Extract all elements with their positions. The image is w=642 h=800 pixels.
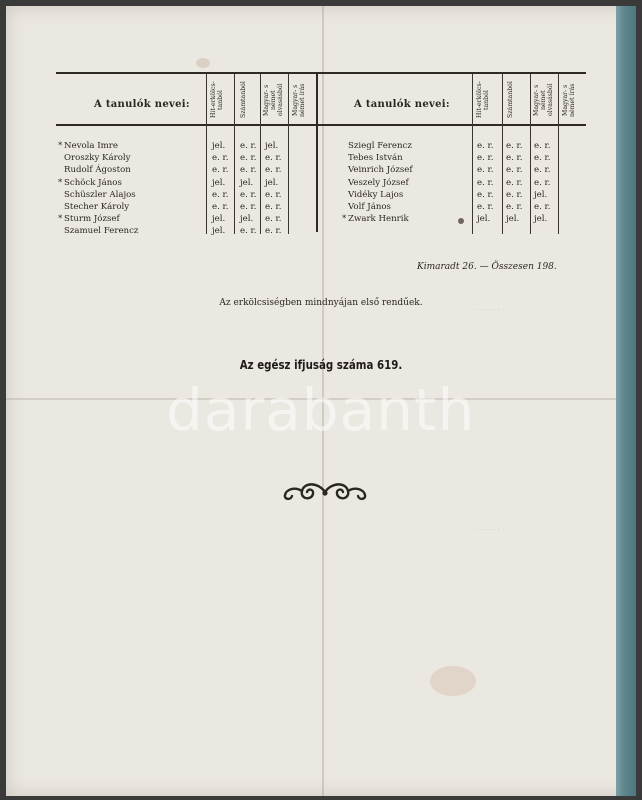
student-name: Schöck János: [64, 177, 122, 188]
table-top-rule: [56, 72, 586, 74]
grade-reading: e. r.: [265, 153, 282, 164]
grade-arithmetic: e. r.: [506, 165, 523, 176]
student-name: Sturm József: [64, 214, 120, 225]
grade-arithmetic: e. r.: [240, 153, 257, 164]
student-name: Rudolf Ágoston: [64, 165, 131, 176]
grade-arithmetic: jel.: [240, 214, 254, 225]
grade-reading: e. r.: [265, 226, 282, 237]
grade-faith: jel.: [212, 141, 226, 151]
grade-reading: jel.: [534, 214, 548, 225]
student-name: Veinrich József: [348, 165, 413, 176]
grade-faith: e. r.: [477, 153, 494, 164]
total-students: Az egész ifjuság száma 619.: [239, 357, 403, 372]
student-name: Szamuel Ferencz: [64, 226, 139, 237]
grade-reading: jel.: [534, 189, 548, 200]
grade-arithmetic: jel.: [240, 177, 254, 188]
table-row: [6, 141, 606, 153]
grade-faith: e. r.: [477, 165, 494, 176]
grade-reading: e. r.: [534, 141, 551, 151]
header-names-right: A tanulók nevei:: [354, 99, 450, 110]
student-name: Nevola Imre: [64, 141, 118, 151]
grade-arithmetic: e. r.: [506, 141, 523, 151]
grade-faith: jel.: [212, 214, 226, 225]
grade-reading: e. r.: [265, 202, 282, 212]
bleed-through-text: · · · · · · ·: [476, 526, 505, 534]
grade-arithmetic: e. r.: [240, 226, 257, 237]
header-names-left: A tanulók nevei:: [94, 99, 190, 110]
marker-asterisk: *: [58, 214, 63, 225]
student-name: Vidéky Lajos: [348, 189, 404, 200]
table-row: [6, 214, 606, 226]
column-header-faith: Hit-erkölcs- tanból: [476, 81, 490, 119]
grade-reading: e. r.: [265, 189, 282, 200]
column-header-reading: Magyar- s német olvasásból: [533, 83, 554, 117]
grade-reading: e. r.: [534, 153, 551, 164]
marker-asterisk: *: [58, 141, 63, 151]
marker-asterisk: *: [58, 177, 63, 188]
grade-reading: e. r.: [534, 202, 551, 212]
watermark: darabanth: [166, 376, 476, 444]
grade-reading: e. r.: [534, 177, 551, 188]
column-header-arithmetic: Számtanból: [240, 81, 247, 119]
grade-faith: e. r.: [477, 189, 494, 200]
marker-asterisk: *: [342, 214, 347, 225]
bleed-through-text: · · · · · · ·: [476, 306, 505, 314]
grade-faith: e. r.: [212, 153, 229, 164]
grade-arithmetic: e. r.: [240, 202, 257, 212]
table-row: [6, 165, 606, 177]
conduct-note: Az erkölcsiségben mindnyájan első rendűek.: [219, 298, 423, 308]
grade-arithmetic: e. r.: [240, 165, 257, 176]
document-page: [6, 6, 636, 796]
grade-faith: e. r.: [212, 202, 229, 212]
grade-reading: jel.: [265, 141, 279, 151]
grade-faith: jel.: [212, 226, 226, 237]
student-name: Schüszler Alajos: [64, 189, 136, 200]
student-name: Stecher Károly: [64, 202, 130, 212]
grade-faith: jel.: [477, 214, 491, 225]
grade-faith: e. r.: [477, 177, 494, 188]
grade-reading: e. r.: [534, 165, 551, 176]
grade-reading: e. r.: [265, 165, 282, 176]
grade-arithmetic: e. r.: [506, 189, 523, 200]
column-header-writing: Magyar- s német írás: [562, 83, 576, 117]
grade-reading: e. r.: [265, 214, 282, 225]
student-name: Tebes István: [348, 153, 403, 164]
grade-arithmetic: e. r.: [506, 202, 523, 212]
table-row: [6, 190, 606, 202]
grade-arithmetic: e. r.: [506, 177, 523, 188]
student-name: Zwark Henrik: [348, 214, 409, 225]
grade-arithmetic: jel.: [506, 214, 520, 225]
student-name: Veszely József: [348, 177, 409, 188]
grade-faith: e. r.: [212, 165, 229, 176]
scroll-ornament-icon: [280, 478, 370, 506]
grade-arithmetic: e. r.: [240, 141, 257, 151]
grade-arithmetic: e. r.: [240, 189, 257, 200]
student-name: Oroszky Károly: [64, 153, 131, 164]
grade-faith: e. r.: [477, 202, 494, 212]
paper-stain: [196, 58, 210, 68]
table-header-rule: [56, 124, 586, 126]
grade-faith: e. r.: [477, 141, 494, 151]
table-row: [6, 178, 606, 190]
grade-faith: e. r.: [212, 189, 229, 200]
table-row: [6, 226, 606, 238]
student-name: Sziegl Ferencz: [348, 141, 412, 151]
column-header-writing: Magyar- s német írás: [292, 83, 306, 117]
column-header-arithmetic: Számtanból: [507, 81, 514, 119]
grade-reading: jel.: [265, 177, 279, 188]
paper-stain: [430, 666, 476, 696]
grade-faith: jel.: [212, 177, 226, 188]
blue-binding-strip: [616, 6, 636, 796]
student-name: Volf János: [348, 202, 391, 212]
table-row: [6, 153, 606, 165]
summary-line: Kimaradt 26. — Összesen 198.: [417, 262, 557, 272]
column-header-reading: Magyar- s német olvasásból: [263, 83, 284, 117]
table-row: [6, 202, 606, 214]
grade-arithmetic: e. r.: [506, 153, 523, 164]
column-header-faith: Hit-erkölcs- tanból: [210, 81, 224, 119]
